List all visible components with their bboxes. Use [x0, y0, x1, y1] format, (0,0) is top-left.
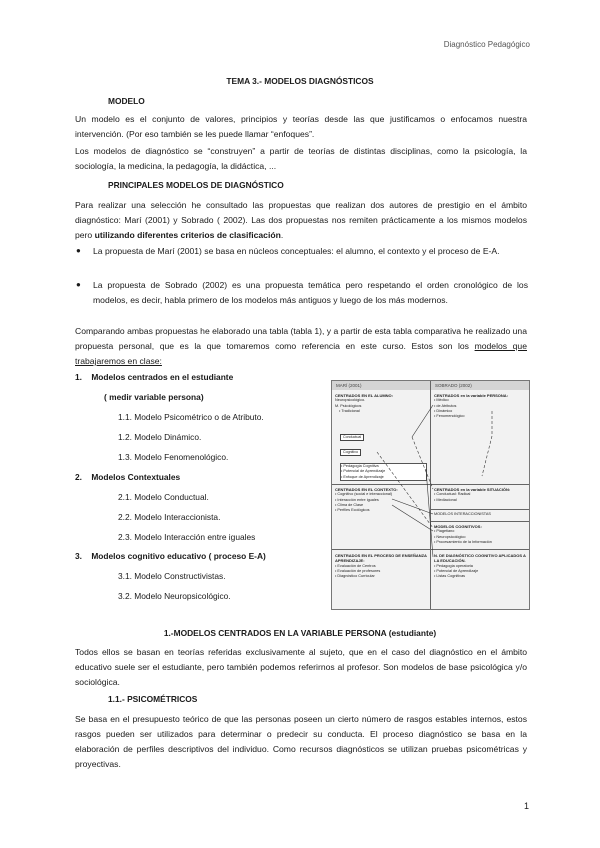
bullet-dot-icon: ● [76, 246, 81, 255]
running-header: Diagnóstico Pedagógico [443, 40, 530, 49]
figure-arrow [377, 452, 433, 528]
outline-subitem: 3.2. Modelo Neuropsicológico. [118, 591, 231, 601]
outline-subitem: 2.3. Modelo Interacción entre iguales [118, 532, 256, 542]
outline-subitem: 1.2. Modelo Dinámico. [118, 432, 202, 442]
underlined-models-phrase: modelos que trabajaremos en clase: [75, 341, 527, 366]
heading-section-1: 1.-MODELOS CENTRADOS EN LA VARIABLE PERSONA (estudiante) [163, 628, 437, 638]
paragraph-psicometricos: Se basa en el presupuesto teórico de que las personas poseen un cierto número de rasgos estables internos, estos rasgos pueden ser utilizados para determinar o predecir su conducta. El proceso diagnóstico se basa en la elaboración de perfiles descriptivos del individuo. Como recursos diagnósticos se utilizan pruebas psicométricas y proyectivas. [75, 714, 527, 769]
paragraph-modelo-definition: Un modelo es el conjunto de valores, principios y teorías desde las que justificamos o enfocamos nuestra intervención. (Por eso también se les puede llamar “enfoques”. [75, 114, 527, 139]
outline-subitem: 1.1. Modelo Psicométrico o de Atributo. [118, 412, 264, 422]
heading-modelo: MODELO [108, 96, 145, 106]
outline-subitem: 2.1. Modelo Conductual. [118, 492, 209, 502]
outline-item-1-note: ( medir variable persona) [104, 392, 204, 402]
comparison-table-figure [331, 380, 530, 610]
outline-subitem: 1.3. Modelo Fenomenológico. [118, 452, 229, 462]
paragraph-comparacion: Comparando ambas propuestas he elaborado una tabla (tabla 1), y a partir de esta tabla comparativa he realizado una propuesta personal, que es la que tomaremos como referencia en este curso. Estos son los modelos que trabajaremos en clase: [75, 326, 527, 366]
figure-arrow [412, 437, 433, 489]
figure-box-cognitivo: Cognitivo [340, 449, 361, 456]
figure-cognitivos-block: MODELOS COGNITIVOS: • Piagetiano • Neuropsicológico • Procesamiento de la Información [434, 524, 492, 544]
figure-arrow [482, 436, 492, 476]
figure-persona-block: CENTRADOS en la variable PERSONA: • Médico • de Atributos • Dinámico • Fenomenológico [434, 393, 509, 419]
figure-cognitivo-educacion-block: N. DE DIAGNÓSTICO COGNITIVO APLICADOS A LA EDUCACIÓN. • Pedagogía operatoria • Potencial de Aprendizaje • Listas Cognitivas [434, 553, 526, 579]
page-title: TEMA 3.- MODELOS DIAGNÓSTICOS [226, 76, 374, 86]
figure-box-conductual: Conductual [340, 434, 364, 441]
bullet-dot-icon: ● [76, 280, 81, 289]
heading-psicometricos: 1.1.- PSICOMÉTRICOS [108, 694, 198, 704]
figure-connector-arrows [332, 381, 529, 609]
bullet-sobrado: La propuesta de Sobrado (2002) es una propuesta temática pero respetando el orden cronológico de los modelos, es decir, habla primero de los modelos más antiguos y luego de los más modernos. [93, 280, 528, 305]
paragraph-section-1: Todos ellos se basan en teorías referidas exclusivamente al sujeto, que en el caso del diagnóstico en el ámbito educativo suele ser el estudiante, pero también podemos referirnos al profesor. Son modelos de base psicológica y/o sociológica. [75, 647, 527, 687]
outline-item-3: 3. Modelos cognitivo educativo ( proceso E-A) [75, 551, 266, 561]
figure-cognitive-box: • Pedagogía Cognitiva • Potencial de Aprendizaje • Enfoque de Aprendizaje [340, 463, 427, 481]
figure-contexto-block: CENTRADOS EN EL CONTEXTO: • Cognitivo (social e interaccional) • Interacción entre iguales • Clima de Clase • Perfiles Ecológicos [335, 487, 398, 513]
paragraph-principales: Para realizar una selección he consultado las propuestas que realizan dos autores de prestigio en el ámbito diagnóstico: Marí (2001) y Sobrado ( 2002). Las dos propuestas nos remiten prácticamente a los mismos modelos pero utilizando diferentes criterios de clasificación. [75, 200, 527, 240]
figure-col-mari: MARÍ (2001) [332, 381, 430, 390]
figure-arrow [392, 505, 433, 531]
figure-situacion-block: CENTRADOS en la variable SITUACIÓN: • Conductual: Radical • Mediacional [434, 487, 511, 502]
bullet-mari: La propuesta de Marí (2001) se basa en núcleos conceptuales: el alumno, el contexto y el proceso de E-A. [93, 246, 500, 256]
figure-interaccion-block: MODELOS INTERACCIONISTAS [434, 512, 491, 516]
figure-arrow [392, 499, 433, 514]
heading-principales: PRINCIPALES MODELOS DE DIAGNÓSTICO [108, 180, 284, 190]
figure-proceso-block: CENTRADOS EN EL PROCESO DE ENSEÑANZA APRENDIZAJE: • Evaluación de Centros • Evaluación de profesores • Diagnóstico Curricular [335, 553, 427, 579]
emphasis-criterios: utilizando diferentes criterios de clasificación [94, 230, 281, 240]
outline-item-2: 2. Modelos Contextuales [75, 472, 181, 482]
paragraph-modelo-disciplines: Los modelos de diagnóstico se “construyen” a partir de teorías de distintas disciplinas, como la psicología, la sociología, la medicina, la pedagogía, la didáctica, ... [75, 146, 527, 171]
figure-col-sobrado: SOBRADO (2002) [431, 381, 529, 390]
figure-arrow [412, 405, 433, 437]
figure-alumno-block: CENTRADOS EN EL ALUMNO: Neuropsicológico. M. Psicológicos • Tradicional [335, 393, 393, 413]
outline-item-1: 1. Modelos centrados en el estudiante [75, 372, 234, 382]
page-number: 1 [523, 801, 529, 811]
outline-subitem: 3.1. Modelo Constructivistas. [118, 571, 226, 581]
outline-subitem: 2.2. Modelo Interaccionista. [118, 512, 221, 522]
